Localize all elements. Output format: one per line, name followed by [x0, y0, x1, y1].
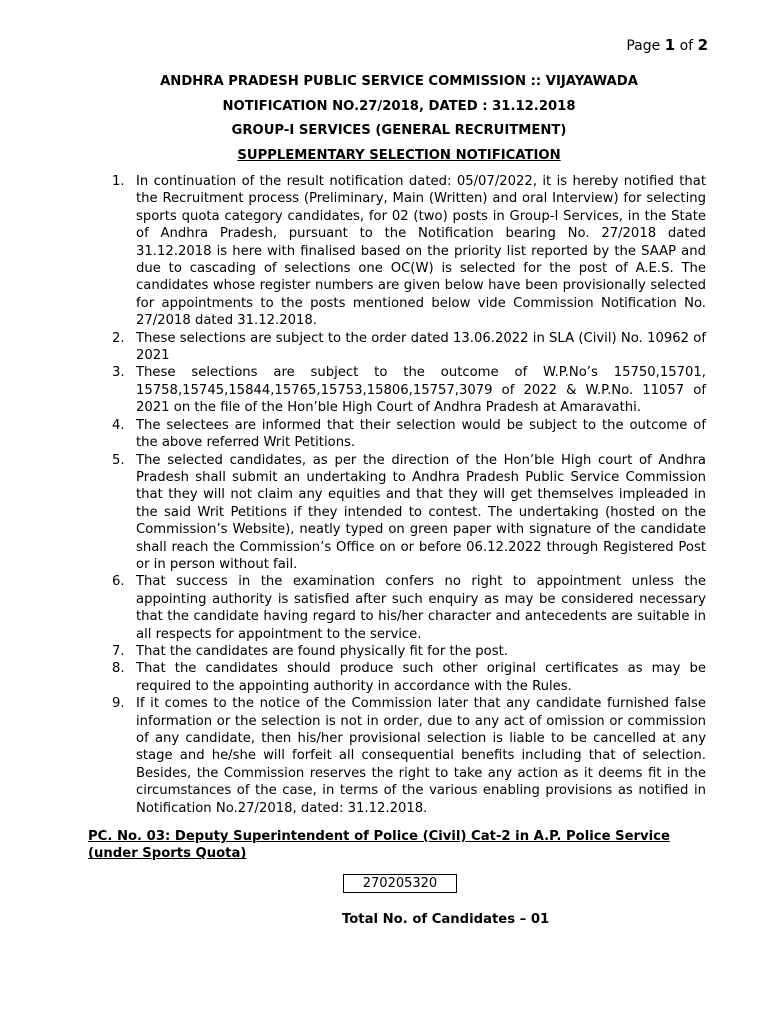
- list-item: [104, 417, 706, 452]
- page-total: 2: [697, 36, 708, 54]
- post-heading: [88, 828, 688, 863]
- item-text: The selected candidates, as per the direction of the Hon’ble High court of Andhra Pradesh shall submit an undertaking to Andhra Pradesh Public Service Commission that they will not claim any equities and that they will get themselves impleaded in the said Writ Petitions if they intended to contest. The undertaking (hosted on the Commission’s Website), neatly typed on green paper with signature of the candidate shall reach the Commission’s Office on or before 06.12.2022 through Registered Post or in person without fail.: [136, 452, 706, 572]
- item-text: That success in the examination confers no right to appointment unless the appointing authority is satisfied after such enquiry as may be considered necessary that the candidate having regard to his/her character and antecedents are suitable in all respects for appointment to the service.: [136, 574, 706, 642]
- page-of: of: [679, 38, 694, 54]
- conditions-list: [104, 173, 706, 817]
- list-item: [104, 173, 706, 330]
- org-title: ANDHRA PRADESH PUBLIC SERVICE COMMISSION :: VIJAYAWADA: [160, 74, 638, 89]
- list-item: [104, 573, 706, 643]
- item-text: The selectees are informed that their selection would be subject to the outcome of the above referred Writ Petitions.: [136, 417, 706, 451]
- notification-header: [0, 70, 768, 168]
- group-title: GROUP-I SERVICES (GENERAL RECRUITMENT): [231, 123, 567, 138]
- item-text: These selections are subject to the order dated 13.06.2022 in SLA (Civil) No. 10962 of 2021: [136, 330, 706, 364]
- notification-title: SUPPLEMENTARY SELECTION NOTIFICATION: [237, 147, 561, 163]
- item-text: That the candidates are found physically fit for the post.: [136, 643, 508, 659]
- post-code: PC. No. 03:: [88, 829, 171, 844]
- item-number: 9.: [112, 696, 125, 712]
- list-item: [104, 660, 706, 695]
- item-number: 6.: [112, 574, 125, 590]
- post-name: Deputy Superintendent of Police (Civil) Cat-2 in A.P. Police Service (under Sports Quota): [88, 829, 670, 862]
- total-candidates: Total No. of Candidates – 01: [342, 912, 550, 927]
- item-text: That the candidates should produce such other original certificates as may be required to the appointing authority in accordance with the Rules.: [136, 661, 706, 694]
- item-number: 7.: [112, 643, 125, 659]
- page-prefix: Page: [626, 38, 661, 54]
- item-number: 8.: [112, 661, 125, 677]
- item-number: 2.: [112, 330, 125, 346]
- list-item: [104, 364, 706, 416]
- register-number-box: 270205320: [343, 874, 457, 893]
- item-number: 4.: [112, 417, 125, 433]
- list-item: [104, 330, 706, 365]
- item-number: 5.: [112, 452, 125, 468]
- list-item: [104, 695, 706, 817]
- list-item: [104, 452, 706, 574]
- notification-number: NOTIFICATION NO.27/2018, DATED : 31.12.2018: [222, 98, 576, 114]
- page-current: 1: [664, 36, 676, 54]
- item-number: 3.: [112, 365, 125, 381]
- item-number: 1.: [112, 174, 125, 189]
- item-text: These selections are subject to the outcome of W.P.No’s 15750,15701, 15758,15745,15844,15765,15753,15806,15757,3079 of 2022 & W.P.No. 11057 of 2021 on the file of the Hon’ble High Court of Andhra Pradesh at Amaravathi.: [136, 365, 706, 416]
- item-text: In continuation of the result notification dated: 05/07/2022, it is hereby notified that the Recruitment process (Preliminary, Main (Written) and oral Interview) for selecting sports quota category candidates, for 02 (two) posts in Group-I Services, in the State of Andhra Pradesh, pursuant to the Notification bearing No. 27/2018 dated 31.12.2018 is here with finalised based on the priority list reported by the SAAP and due to cascading of selections one OC(W) is selected for the post of A.E.S. The candidates whose register numbers are given below have been provisionally selected for appointments to the posts mentioned below vide Commission Notification No. 27/2018 dated 31.12.2018.: [136, 174, 706, 329]
- item-text: If it comes to the notice of the Commission later that any candidate furnished false information or the selection is not in order, due to any act of omission or commission of any candidate, then his/her provisional selection is liable to be cancelled at any stage and he/she will forfeit all consequential benefits including that of selection. Besides, the Commission reserves the right to take any action as it deems fit in the circumstances of the case, in terms of the various enabling provisions as notified in Notification No.27/2018, dated: 31.12.2018.: [136, 696, 706, 816]
- list-item: [104, 643, 706, 660]
- page-number: [626, 36, 708, 54]
